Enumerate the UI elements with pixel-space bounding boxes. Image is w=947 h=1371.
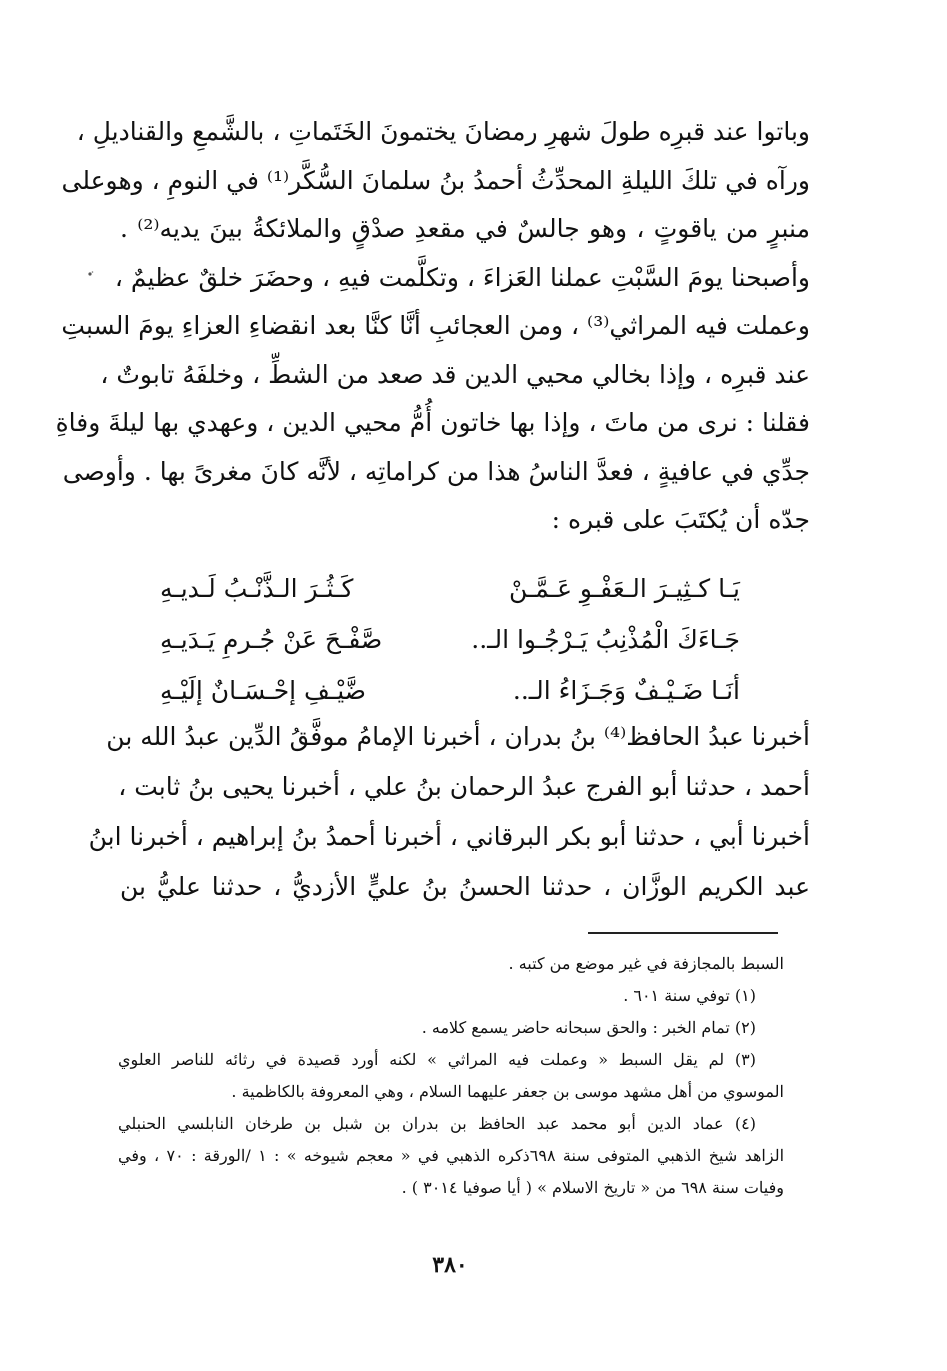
- verse-second-hemistich: ضَّيْـفِ إحْـسَـانٌ إلَيْـهِ: [160, 676, 367, 705]
- footnote-line: الزاهد شيخ الذهبي المتوفى سنة ٦٩٨ذكره الذهبي في « معجم شيوخه » : ١ /الورقة : ٧٠ ، وفي: [118, 1146, 785, 1165]
- footnotes-block: [118, 948, 784, 1204]
- footnote-line: (٢) تمام الخبر : والحق سبحانه حاضر يسمع كلامه .: [421, 1018, 756, 1037]
- verse-first-hemistich: يَـا كـثِيـرَ الـعَفْـوِ عَـمَّـنْ: [508, 574, 740, 603]
- main-text-block: [55, 108, 810, 545]
- footnote-separator: [588, 932, 778, 934]
- text-line: وعملت فيه المراثي⁽³⁾ ، ومن العجائبِ أنَّا كنَّا بعد انقضاءِ العزاءِ يومَ السبتِ: [61, 311, 810, 340]
- footnote-line: (١) توفي سنة ٦٠١ .: [623, 986, 756, 1005]
- text-line: وباتوا عند قبرِه طولَ شهرِ رمضانَ يختمونَ الخَتَماتِ ، بالشَّمعِ والقناديلِ ،: [76, 117, 810, 146]
- text-line: جدّه أن يُكتَبَ على قبره :: [551, 505, 810, 534]
- isnad-text-block: [88, 712, 810, 912]
- footnote-line: السبط بالمجازفة في غير موضع من كتبه .: [508, 954, 784, 973]
- text-line: أخبرنا أبي ، حدثنا أبو بكر البرقاني ، أخبرنا أحمدُ بنُ إبراهيم ، أخبرنا ابنُ: [88, 822, 810, 851]
- footnote-line: وفيات سنة ٦٩٨ من « تاريخ الاسلام » ( أيا صوفيا ٣٠١٤ ) .: [401, 1178, 784, 1197]
- footnote-line: (٣) لم يقل السبط « وعملت فيه المراثي » لكنه أورد قصيدة في رثائه للناصر العلوي: [118, 1050, 756, 1069]
- text-line: وأصبحنا يومَ السَّبْتِ عملنا العَزاءَ ، وتكلَّمت فيهِ ، وحضَرَ خلقٌ عظيمٌ ،: [114, 262, 810, 292]
- verse-second-hemistich: صَّفْـحَ عَنْ جُـرمِ يَـدَيـهِ: [160, 625, 383, 654]
- text-line: عند قبرِه ، وإذا بخالي محيي الدين قد صعد من الشطِّ ، وخلفَهُ تابوتٌ ،: [100, 359, 810, 389]
- poem-block: [160, 563, 740, 716]
- poem-verse: [160, 563, 740, 614]
- text-line: أخبرنا عبدُ الحافظ⁽⁴⁾ بنُ بدران ، أخبرنا الإمامُ موفَّقُ الدِّين عبدُ الله بن: [106, 722, 810, 751]
- text-line: فقلنا : نرى من ماتَ ، وإذا بها خاتون أُمُّ محيي الدين ، وعهدي بها ليلةَ وفاةِ: [55, 408, 810, 437]
- poem-verse: [160, 665, 740, 716]
- verse-first-hemistich: جَـاءَكَ الْمُذْنِبُ يَـرْجُـوا الـ..: [471, 625, 740, 654]
- text-line: منبرٍ من ياقوتٍ ، وهو جالسٌ في مقعدِ صدْقٍ والملائكةُ بينَ يديه⁽²⁾ .: [120, 214, 810, 243]
- scan-speck-mark: [86, 270, 94, 278]
- footnote-line: (٤) عماد الدين أبو محمد عبد الحافظ بن بدران بن شبل بن طرخان النابلسي الحنبلي: [118, 1114, 756, 1133]
- poem-verse: [160, 614, 740, 665]
- text-line: أحمد ، حدثنا أبو الفرج عبدُ الرحمان بنُ علي ، أخبرنا يحيى بنُ ثابت ،: [118, 772, 810, 801]
- verse-second-hemistich: كَـثُـرَ الـذَّنْـبُ لَـديـهِ: [160, 574, 354, 603]
- footnote-line: الموسوي من أهل مشهد موسى بن جعفر عليهما السلام ، وهي المعروفة بالكاظمية .: [231, 1082, 784, 1101]
- text-line: ورآه في تلكَ الليلةِ المحدِّثُ أحمدُ بنُ سلمانَ السُّكَّر⁽¹⁾ في النومِ ، وهوعلى: [61, 165, 810, 195]
- page-number: ٣٨٠: [432, 1252, 468, 1278]
- text-line: عبد الكريم الوزَّان ، حدثنا الحسنُ بنُ عليٍّ الأزديُّ ، حدثنا عليُّ بن: [120, 872, 810, 901]
- text-line: جدِّي في عافيةٍ ، فعدَّ الناسُ هذا من كراماتِه ، لأنَّه كانَ مغرىً بها . وأوصى: [62, 456, 810, 486]
- verse-first-hemistich: أنَـا ضَـيْـفٌ وَجَـزَاءُ الـ..: [512, 676, 740, 705]
